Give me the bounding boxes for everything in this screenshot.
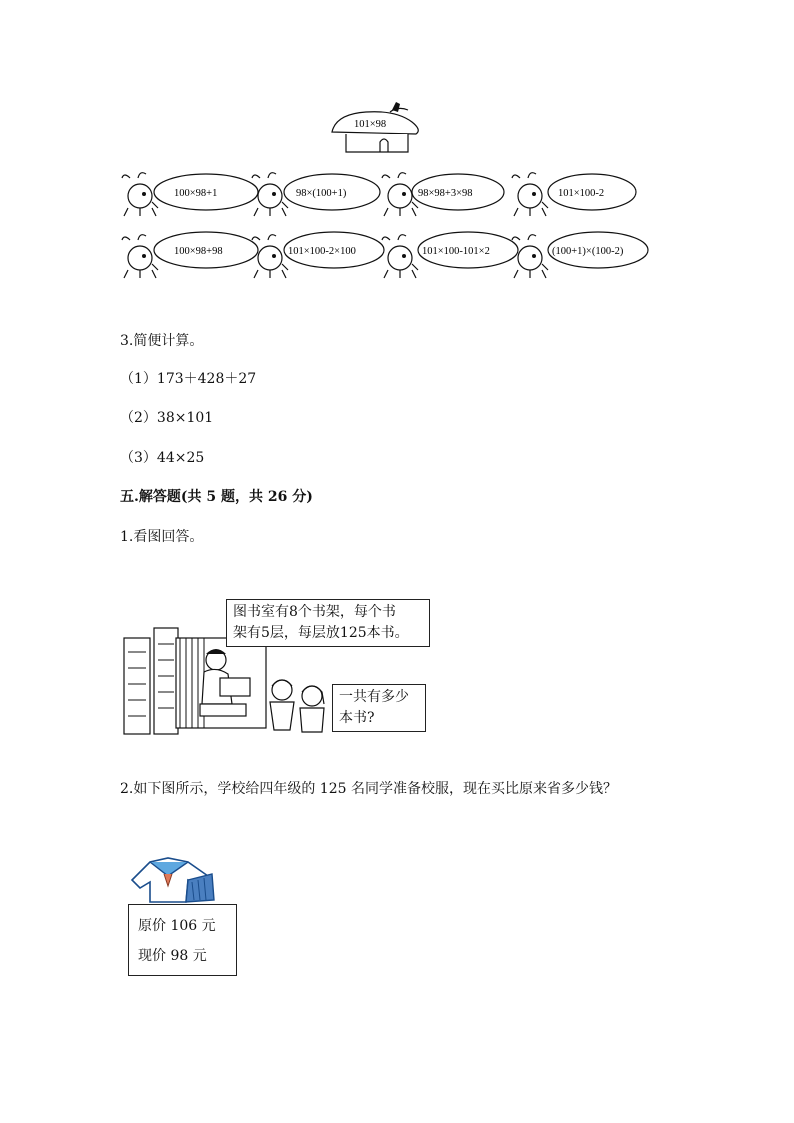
section5-title: 五.解答题(共 5 题，共 26 分) xyxy=(120,489,313,505)
uniform-illustration xyxy=(128,852,218,908)
ant-7 xyxy=(382,232,518,278)
ant-1 xyxy=(122,173,258,216)
bubble1-line2: 架有5层，每层放125本书。 xyxy=(233,625,409,641)
price-now: 现价 98 元 xyxy=(138,948,207,964)
ant-expr-7: 101×100-101×2 xyxy=(422,246,490,257)
ant-expr-1: 100×98+1 xyxy=(174,188,218,199)
ant-expr-5: 100×98+98 xyxy=(174,246,223,257)
mushroom-label: 101×98 xyxy=(354,119,387,130)
ant-2 xyxy=(252,173,380,216)
ant-expr-6: 101×100-2×100 xyxy=(288,246,356,257)
mushroom-house xyxy=(326,100,426,158)
price-original: 原价 106 元 xyxy=(138,918,216,934)
ant-5 xyxy=(122,232,258,278)
price-box xyxy=(128,904,237,976)
ant-8 xyxy=(512,232,648,278)
ant-expr-8: (100+1)×(100-2) xyxy=(552,246,624,257)
bubble2-line2: 本书? xyxy=(339,710,375,726)
q5-1-title: 1.看图回答。 xyxy=(120,529,204,545)
bubble2-line1: 一共有多少 xyxy=(339,689,409,705)
q5-2-title: 2.如下图所示，学校给四年级的 125 名同学准备校服，现在买比原来省多少钱？ xyxy=(120,781,617,797)
ant-grid-svg xyxy=(118,168,658,288)
speech-bubble-librarian xyxy=(226,599,430,647)
q3-item-3: （3）44×25 xyxy=(120,450,205,466)
q3-item-1: （1）173＋428＋27 xyxy=(120,371,257,387)
uniform-svg xyxy=(128,852,218,908)
ant-expr-2: 98×(100+1) xyxy=(296,188,347,199)
ant-expr-4: 101×100-2 xyxy=(558,188,605,199)
q3-title: 3.简便计算。 xyxy=(120,333,204,349)
ant-4 xyxy=(512,173,636,216)
speech-bubble-student xyxy=(332,684,426,732)
q3-item-2: （2）38×101 xyxy=(120,410,214,426)
ant-expr-3: 98×98+3×98 xyxy=(418,188,473,199)
ant-3 xyxy=(382,173,504,216)
ant-6 xyxy=(252,232,384,278)
bubble1-line1: 图书室有8个书架，每个书 xyxy=(233,604,396,620)
mushroom-illustration xyxy=(326,100,426,158)
ant-grid xyxy=(118,168,658,292)
